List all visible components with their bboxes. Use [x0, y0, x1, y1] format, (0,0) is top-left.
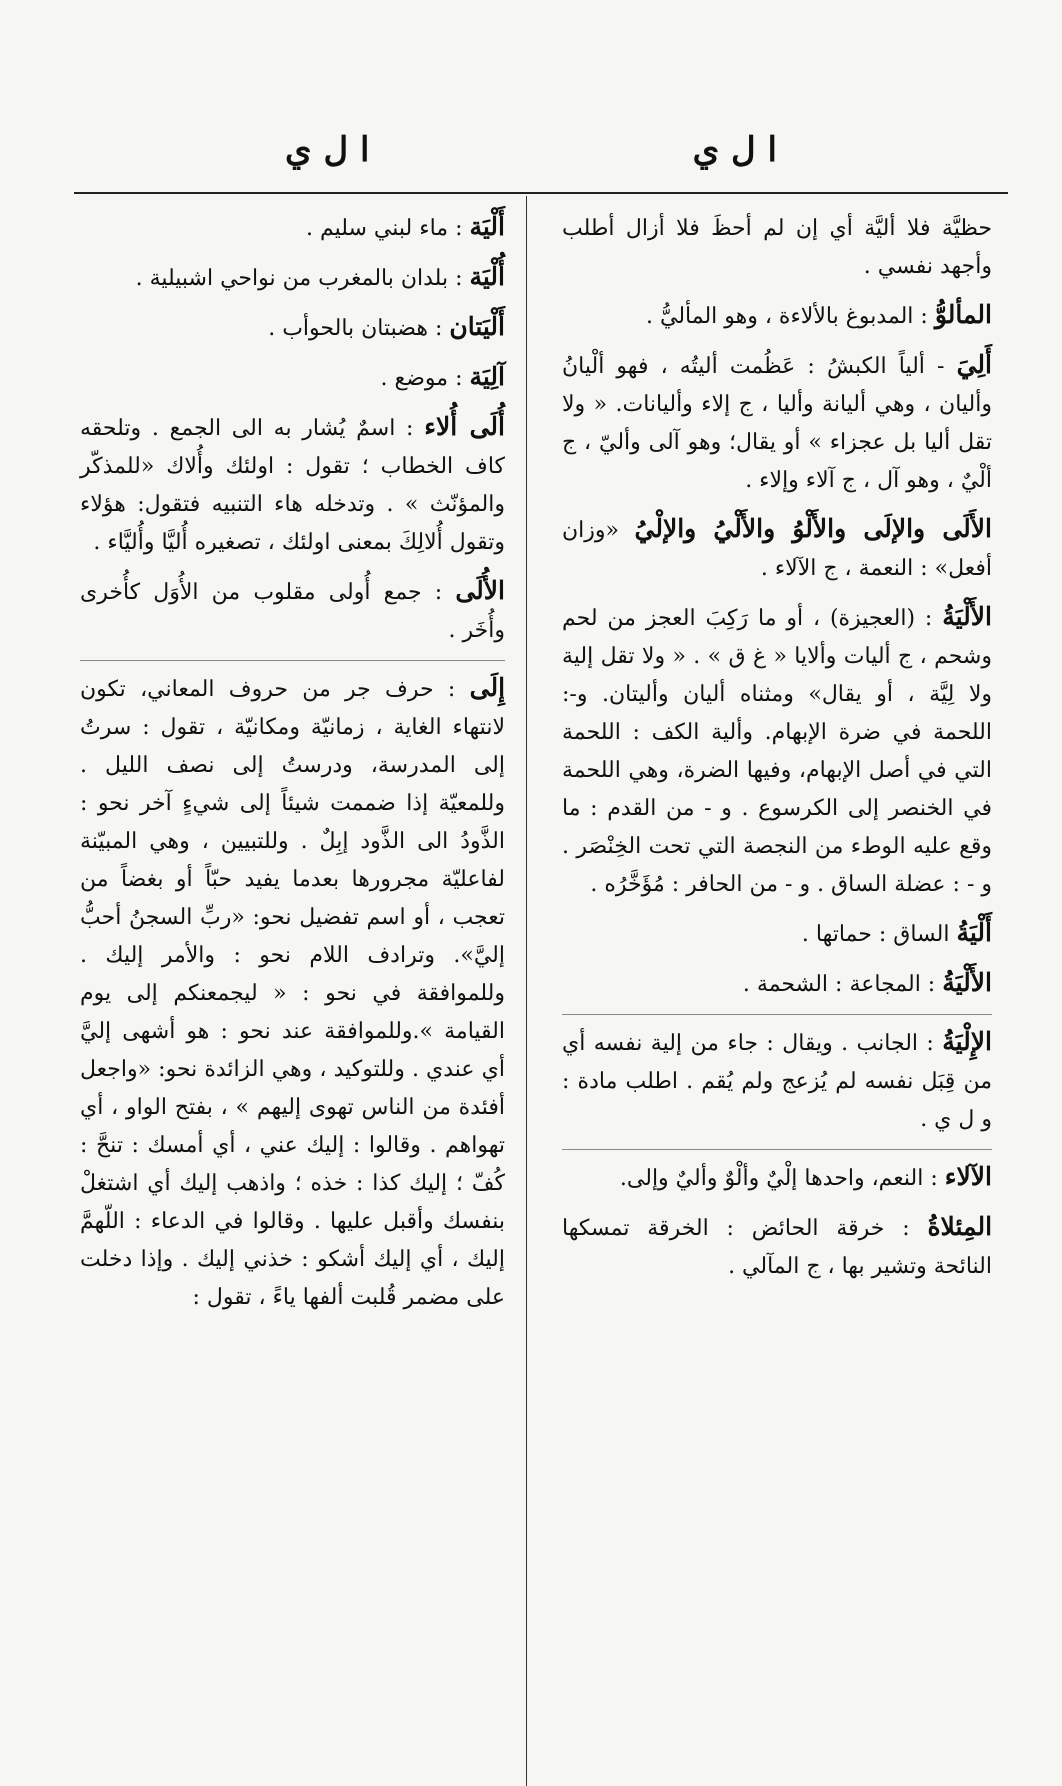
entry: [80, 408, 505, 562]
entry: [80, 572, 505, 650]
entry-headword: إِلَى: [469, 673, 506, 702]
entry-headword: المألوُّ: [934, 300, 992, 329]
header-left: ا ل ي: [285, 130, 370, 170]
entry-text: : موضع .: [380, 366, 463, 391]
entry-headword: الأَلَى والإلَى والأَلْوُ والأَلْيُ والإلْيُ: [634, 514, 992, 543]
entry-text: : بلدان بالمغرب من نواحي اشبيلية .: [135, 266, 463, 291]
entry-text: : المدبوغ بالألاءة ، وهو المأليُّ .: [646, 304, 928, 329]
entry-headword: أَلْيَةُ: [956, 918, 992, 947]
entry-headword: أُلْيَة: [469, 262, 505, 291]
entry: [80, 258, 505, 298]
entry: [562, 346, 992, 500]
entry-text: : (العجيزة) ، أو ما رَكِبَ العجز من لحم وشحم ، ج أليات وألايا « غ ق » . « ولا تقل إلية ولا لِيَّة ، أو يقال» ومثناه أليان وأليتان. و-: اللحمة في ضرة الإبهام. وألية الكف : اللحمة التي في أصل الإبهام، وفيها الضرة، وهي اللحمة في الخنصر إلى الكرسوع . و - من القدم : ما وقع عليه الوطء من النجصة التي تحت الخِنْصَر . و - : عضلة الساق . و - من الحافر : مُؤَخَّرُه .: [562, 606, 992, 897]
entry: [80, 660, 505, 1317]
entry: [562, 964, 992, 1004]
entry: [80, 308, 505, 348]
header-right: ا ل ي: [692, 130, 777, 170]
entry-headword: الآلاء: [944, 1162, 992, 1191]
entry-headword: أُلَى أُلاء: [424, 412, 505, 441]
entry-headword: المِئلاةُ: [927, 1212, 993, 1241]
entry: [80, 358, 505, 398]
entry: [562, 598, 992, 904]
entry-text: : الجانب . ويقال : جاء من إلية نفسه أي من قِبَل نفسه لم يُزعج ولم يُقم . اطلب مادة : و ل ي .: [562, 1031, 992, 1132]
entry-headword: الأَلْيَةُ: [942, 968, 992, 997]
entry-text: - ألياً الكبشُ : عَظُمت أليتُه ، فهو ألْيانُ وأليان ، وهي أليانة وأليا ، ج إلاء وأليانات. « ولا تقل أليا بل عجزاء » أو يقال؛ وهو آلى وأليّ ، ج ألْيٌ ، وهو آل ، ج آلاء وإلاء .: [562, 354, 992, 493]
entry-text: : النعم، واحدها إلْيٌ وألْوٌ وأليٌ وإلى.: [619, 1166, 938, 1191]
entry: [562, 510, 992, 588]
entry-text: : جمع أُولى مقلوب من الأُوَل كأُخرى وأُخَر .: [80, 580, 505, 643]
entry: [562, 1014, 992, 1139]
entry-headword: آلِيَة: [469, 362, 505, 391]
entry-text: : خرقة الحائض : الخرقة تمسكها النائحة وتشير بها ، ج المآلي .: [562, 1216, 992, 1279]
entry: [80, 208, 505, 248]
column-divider: [526, 196, 527, 1786]
entry-text: : حرف جر من حروف المعاني، تكون لانتهاء الغاية ، زمانيّة ومكانيّة ، تقول : سرتُ إلى المدرسة، ودرستُ إلى نصف الليل . وللمعيّة إذا ضممت شيئاً إلى شيءٍ آخر نحو : الذَّودُ الى الذَّود إبِلٌ . وللتبيين ، وهي المبيّنة لفاعليّة مجرورها بعدما يفيد حبّاً أو بغضاً من تعجب ، أو اسم تفضيل نحو: «ربِّ السجنُ أحبُّ إليَّ». وترادف اللام نحو : والأمر إليك . وللموافقة في نحو : « ليجمعنكم إلى يوم القيامة ».وللموافقة عند نحو : هو أشهى إليَّ أي عندي . وللتوكيد ، وهي الزائدة نحو: «واجعل أفئدة من الناس تهوى إليهم » ، بفتح الواو ، أي تهواهم . وقالوا : إليك عني ، أي أمسك : تنحَّ : كُفّ ؛ إليك كذا : خذه ؛ واذهب إليك أي اشتغلْ بنفسك وأقبل عليها . وقالوا في الدعاء : اللّهمَّ إليك ، أي إليك أشكو : خذني إليك . وإذا دخلت على مضمر قُلبت ألفها ياءً ، تقول :: [80, 677, 505, 1310]
entry-headword: الأَلْيَةُ: [942, 602, 992, 631]
entry-headword: أَلِيَ: [956, 350, 992, 379]
top-rule: [74, 192, 1008, 194]
entry-headword: الأُلَى: [455, 576, 505, 605]
entry: [562, 208, 992, 286]
entry: [562, 914, 992, 954]
right-column: [562, 208, 992, 1296]
entry: [562, 1149, 992, 1198]
entry-text: الساق : حماتها .: [801, 922, 950, 947]
entry-text: حظيَّة فلا أليَّة أي إن لم أحظَ فلا أزال أطلب وأجهد نفسي .: [562, 216, 992, 279]
left-column: [80, 208, 505, 1327]
entry-text: «وزان أفعل» : النعمة ، ج الآلاء .: [562, 518, 992, 581]
entry-text: : هضبتان بالحوأب .: [268, 316, 443, 341]
entry-headword: أَلْيَة: [469, 212, 505, 241]
entry: [562, 296, 992, 336]
entry-headword: الإِلْيَةُ: [942, 1027, 992, 1056]
entry-headword: أَلْيَتان: [449, 312, 505, 341]
entry-text: : المجاعة : الشحمة .: [742, 972, 936, 997]
entry-text: : ماء لبني سليم .: [305, 216, 463, 241]
entry: [562, 1208, 992, 1286]
entry-text: : اسمٌ يُشار به الى الجمع . وتلحقه كاف الخطاب ؛ تقول : اولئك وأُلاك «للمذكّر والمؤنّث » . وتدخله هاء التنبيه فتقول: هؤلاء وتقول أُلالِكَ بمعنى اولئك ، تصغيره أُليَّا وأُليَّاء .: [80, 416, 505, 555]
